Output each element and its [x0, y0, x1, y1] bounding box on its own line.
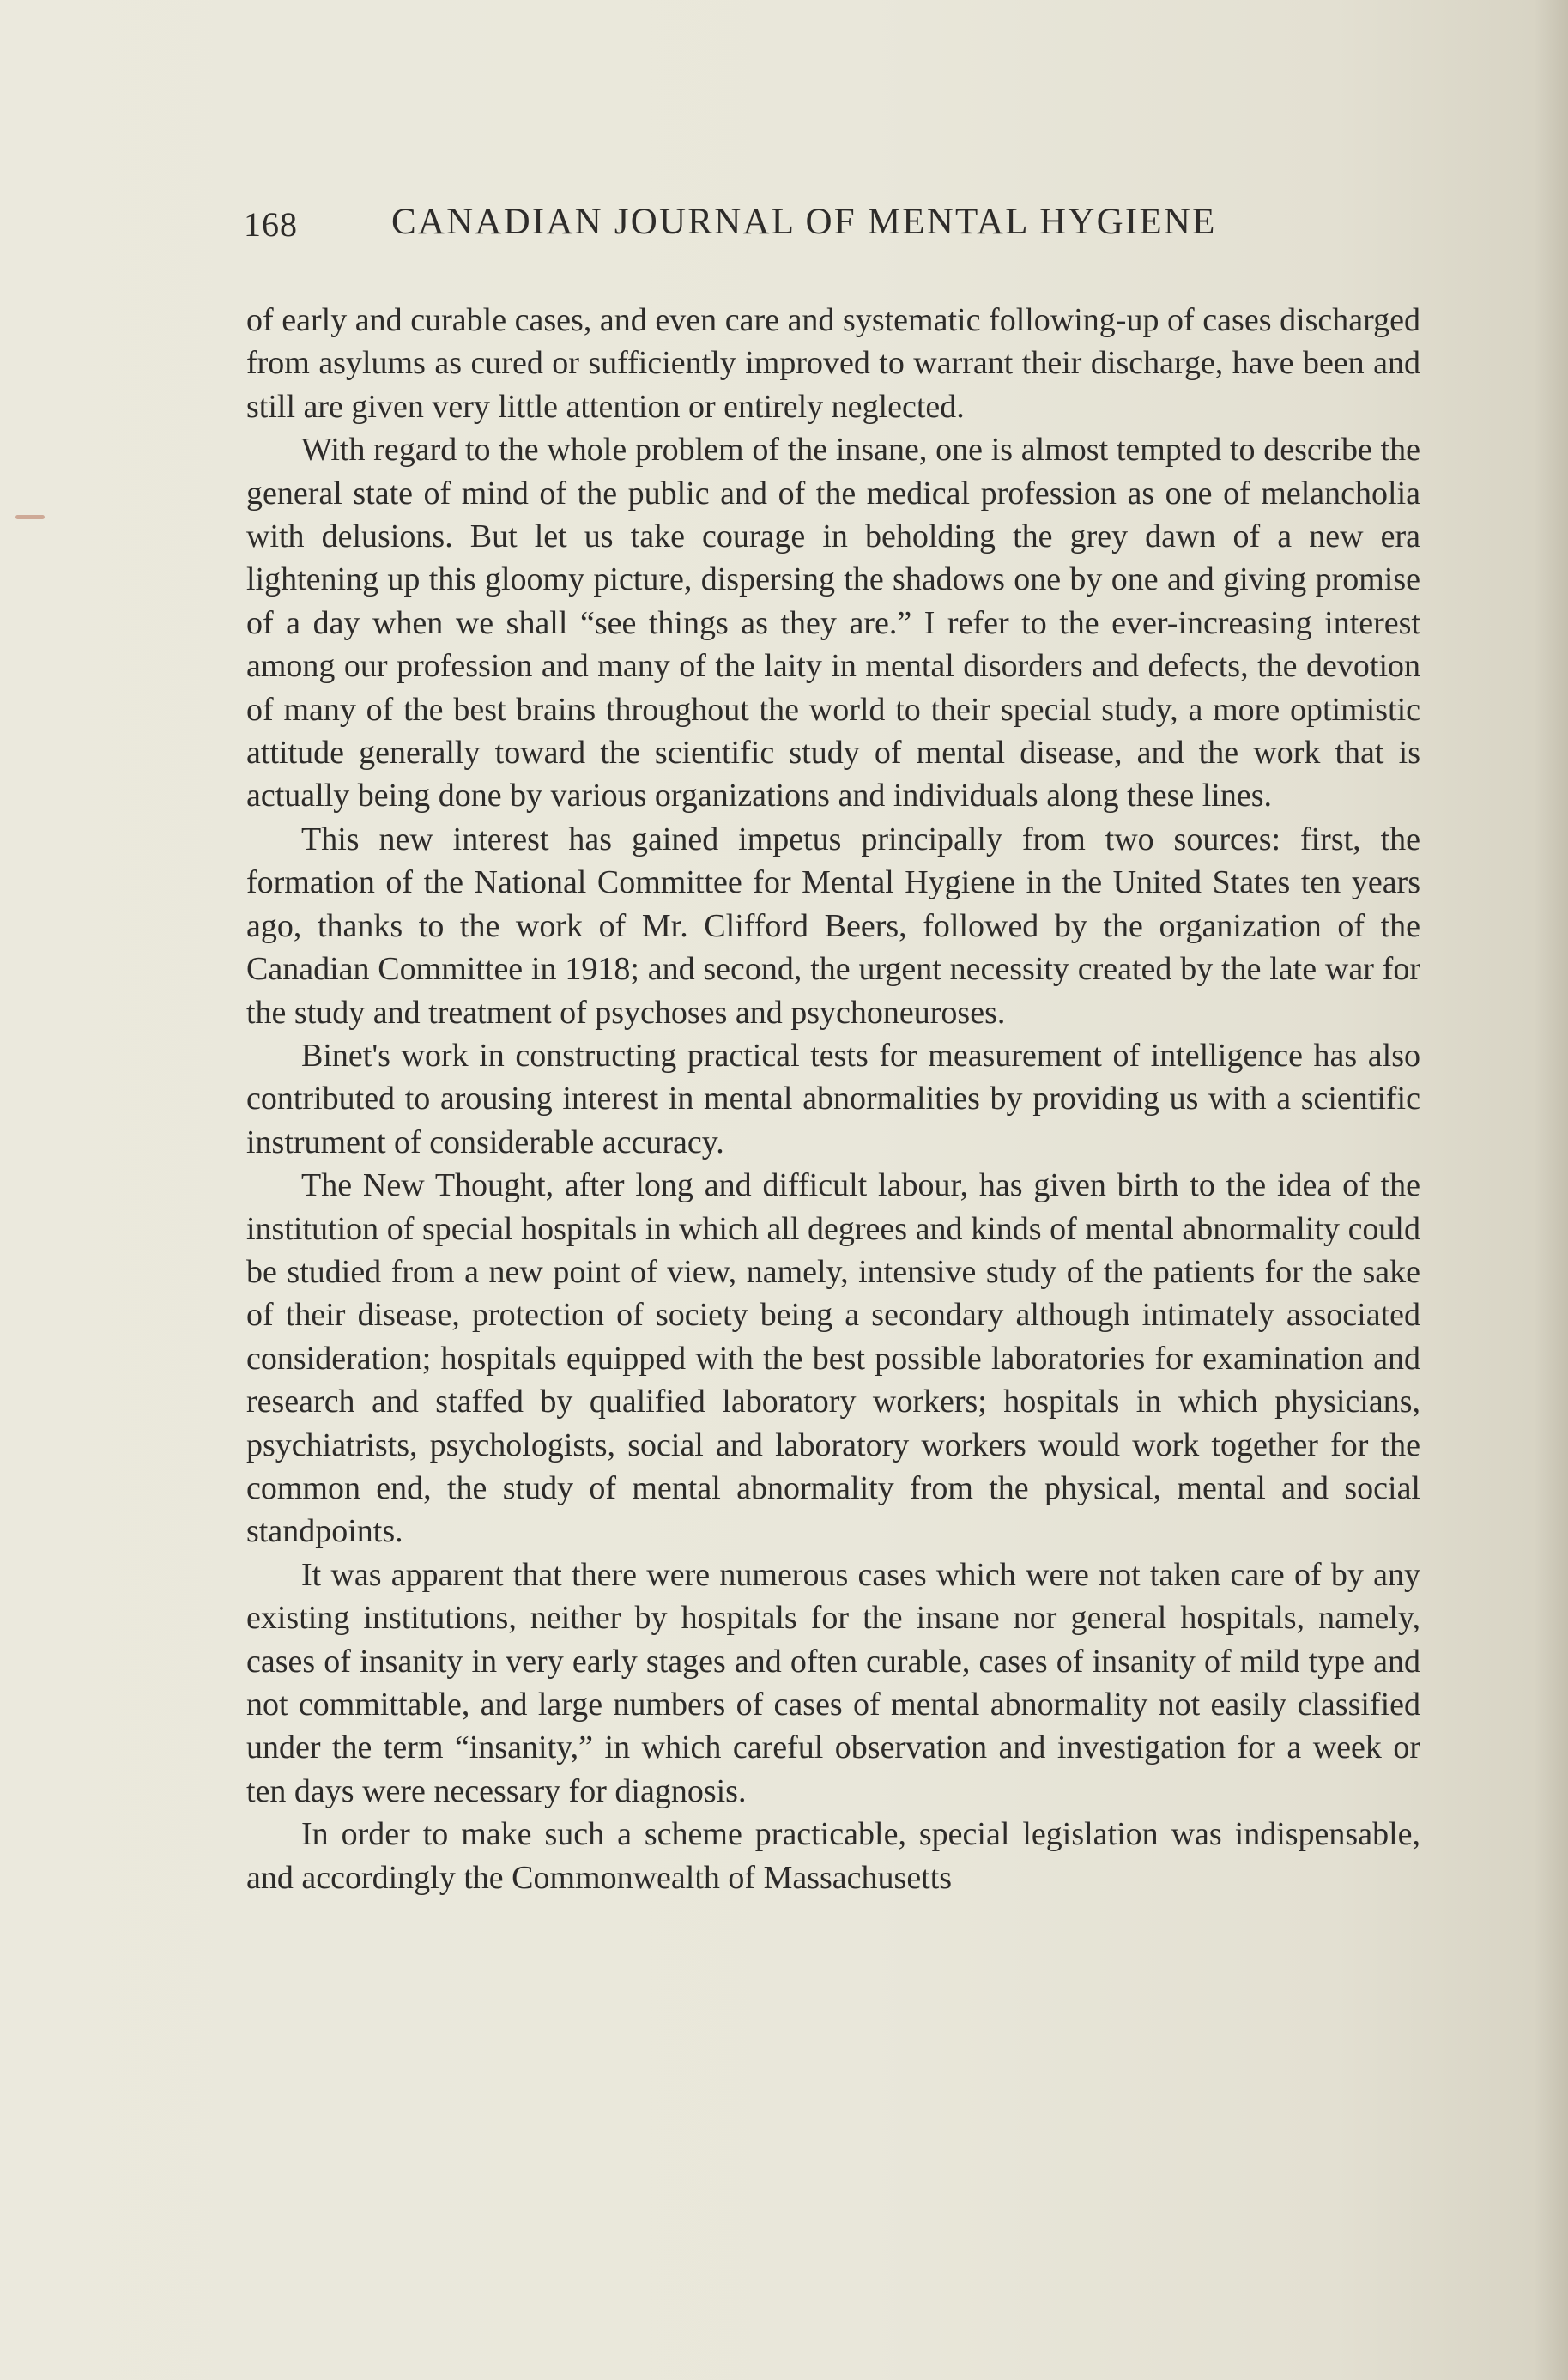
paragraph-problem-of-insane: With regard to the whole problem of the insane, one is almost tempted to describe the general state of mind of the public and of the medical profession as one of melancholia with delusions. But let us take courage in beholding the grey dawn of a new era lightening up this gloomy picture, dispersing the shadows one by one and giving promise of a day when we shall “see things as they are.” I refer to the ever-increasing interest among our profession and many of the laity in mental disorders and defects, the devotion of many of the best brains throughout the world to their special study, a more optimistic attitude generally toward the scientific study of mental disease, and the work that is actually being done by various organizations and individuals along these lines.: [246, 432, 1420, 815]
paragraph-new-thought: The New Thought, after long and difficult labour, has given birth to the idea of the institution of special hospitals in which all degrees and kinds of mental abnormality could be studied from a new point of view, namely, intensive study of the patients for the sake of their disease, protection of society being a secondary although intimately associated consideration; hospitals equipped with the best possible laboratories for examination and research and staffed by qualified laboratory workers; hospitals in which physicians, psychiatrists, psychologists, social and laboratory workers would work together for the common end, the study of mental abnormality from the physical, mental and social standpoints.: [246, 1167, 1420, 1550]
page-edge-shadow: [1534, 0, 1568, 2380]
paragraph-numerous-cases: It was apparent that there were numerous cases which were not taken care of by any existing institutions, neither by hospitals for the insane nor general hospitals, namely, cases of insanity in very early stages and often curable, cases of insanity of mild type and not committable, and large numbers of cases of mental abnormality not easily classified under the term “insanity,” in which careful observation and investigation for a week or ten days were necessary for diagnosis.: [246, 1556, 1420, 1809]
paragraph-binet: Binet's work in constructing practical tests for measurement of intelligence has also contributed to arousing interest in mental abnormalities by providing us with a scientific instrument of considerable accuracy.: [246, 1037, 1420, 1160]
body-text: [246, 299, 1420, 1899]
paragraph-legislation: In order to make such a scheme practicable, special legislation was indispensable, and accordingly the Commonwealth of Massachusetts: [246, 1816, 1420, 1896]
page-number: 168: [244, 205, 298, 244]
paragraph-continued: of early and curable cases, and even care and systematic following-up of cases discharged from asylums as cured or sufficiently improved to warrant their discharge, have been and still are given very little attention or entirely neglected.: [246, 302, 1420, 425]
margin-mark: [15, 515, 45, 519]
running-title: CANADIAN JOURNAL OF MENTAL HYGIENE: [391, 202, 1217, 242]
paragraph-new-interest: This new interest has gained impetus principally from two sources: first, the formation of the National Committee for Mental Hygiene in the United States ten years ago, thanks to the work of Mr. Clifford Beers, followed by the organization of the Canadian Committee in 1918; and second, the urgent necessity created by the late war for the study and treatment of psychoses and psychoneuroses.: [246, 821, 1420, 1031]
running-header: [244, 204, 1265, 256]
